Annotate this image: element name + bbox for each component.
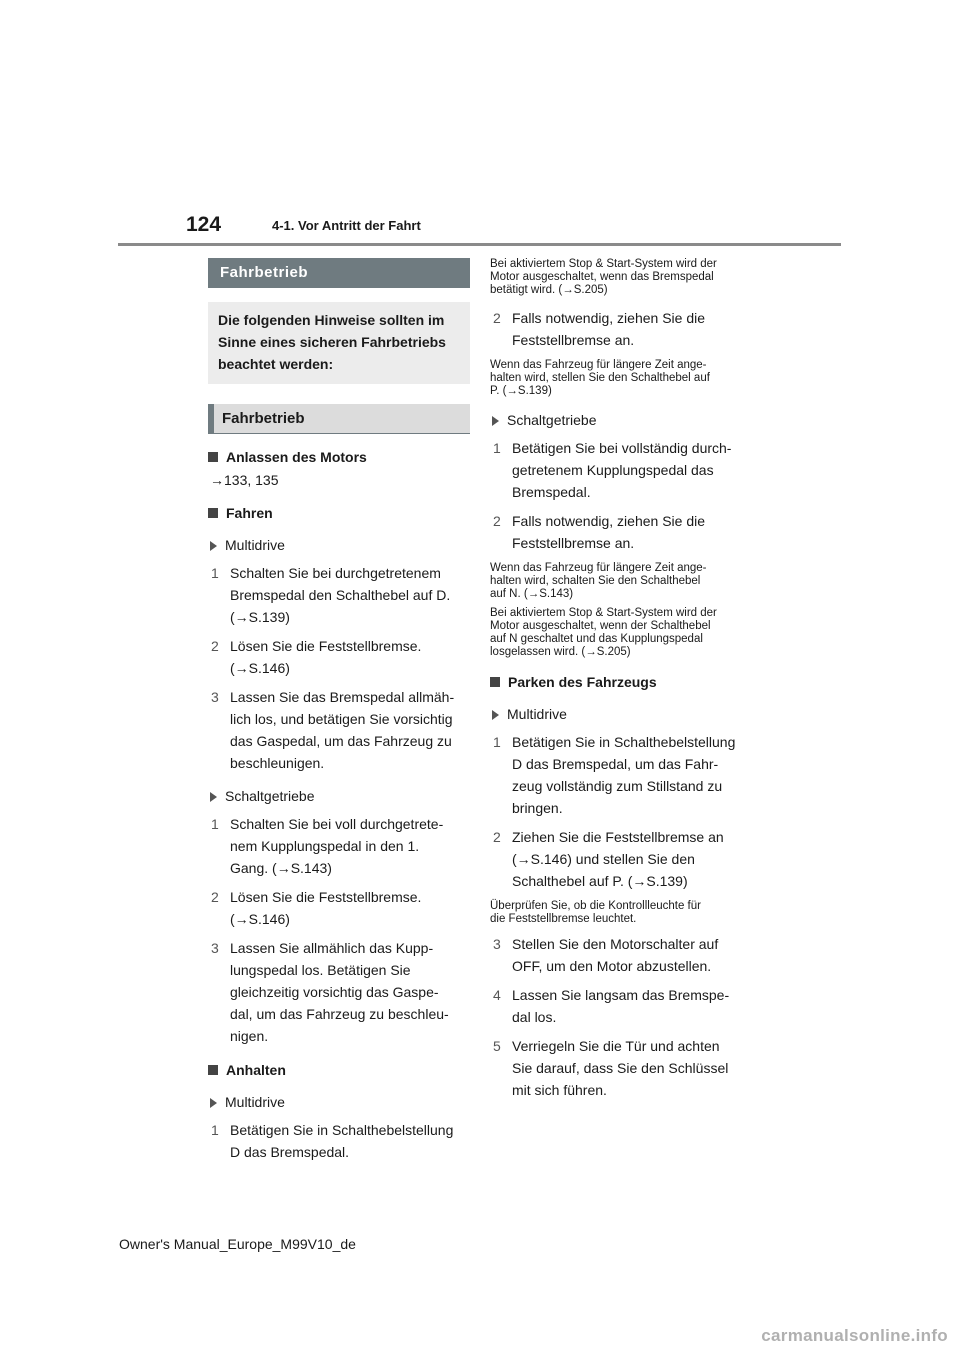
list-item xyxy=(208,686,470,774)
list-item xyxy=(490,510,752,554)
heading-stopping: Anhalten xyxy=(208,1060,470,1080)
step-text: Verriegeln Sie die Tür und achten Sie darauf, dass Sie den Schlüssel mit sich führen. xyxy=(512,1038,729,1098)
list-item xyxy=(208,1119,470,1163)
step-text: Lösen Sie die Feststellbremse. (→S.146) xyxy=(230,638,422,676)
list-item xyxy=(208,635,470,679)
list-item xyxy=(490,437,752,503)
list-item xyxy=(208,937,470,1047)
step-number: 3 xyxy=(211,940,219,956)
step-text: Betätigen Sie bei vollständig durch- getretenem Kupplungspedal das Bremspedal. xyxy=(512,440,732,500)
header-divider xyxy=(118,243,841,246)
step-number: 1 xyxy=(211,1122,219,1138)
heading-parking: Parken des Fahrzeugs xyxy=(490,672,752,692)
sub-banner: Fahrbetrieb xyxy=(208,404,470,434)
step-text: Betätigen Sie in Schalthebelstellung D das Bremspedal. xyxy=(230,1122,454,1160)
note-text: Wenn das Fahrzeug für längere Zeit ange- halten wird, stellen Sie den Schalthebel auf P. (→S.139) xyxy=(490,359,710,397)
heading-start-engine: Anlassen des Motors xyxy=(208,447,470,467)
list-item xyxy=(490,984,752,1028)
left-column xyxy=(208,258,470,1163)
step-text: Betätigen Sie in Schalthebelstellung D das Bremspedal, um das Fahr- zeug vollständig zum Stillstand zu bringen. xyxy=(512,734,736,816)
step-number: 2 xyxy=(493,310,501,326)
step-number: 3 xyxy=(211,689,219,705)
square-bullet-icon xyxy=(208,508,218,518)
transmission-label: Multidrive xyxy=(208,1092,470,1112)
step-number: 5 xyxy=(493,1038,501,1054)
note-text: Bei aktiviertem Stop & Start-System wird der Motor ausgeschaltet, wenn der Schalthebel auf N geschaltet und das Kupplungspedal losgelassen wird. (→S.205) xyxy=(490,607,717,658)
note-text: Bei aktiviertem Stop & Start-System wird der Motor ausgeschaltet, wenn das Bremspedal betätigt wird. (→S.205) xyxy=(490,258,717,296)
note-text: Wenn das Fahrzeug für längere Zeit ange- halten wird, schalten Sie den Schalthebel auf N. (→S.143) xyxy=(490,562,707,600)
step-number: 2 xyxy=(211,889,219,905)
transmission-label: Schaltgetriebe xyxy=(208,786,470,806)
watermark: carmanualsonline.info xyxy=(761,1326,948,1345)
step-number: 1 xyxy=(211,565,219,581)
step-number: 3 xyxy=(493,936,501,952)
transmission-label: Multidrive xyxy=(490,704,752,724)
step-text: Lassen Sie allmählich das Kupp- lungspedal los. Betätigen Sie gleichzeitig vorsichtig das Gaspe- dal, um das Fahrzeug zu beschleu- nigen. xyxy=(230,940,449,1044)
triangle-bullet-icon xyxy=(210,792,217,802)
step-text: Schalten Sie bei voll durchgetrete- nem Kupplungspedal in den 1. Gang. (→S.143) xyxy=(230,816,444,876)
heading-driving: Fahren xyxy=(208,503,470,523)
list-item xyxy=(208,562,470,628)
list-item xyxy=(490,826,752,892)
page-header xyxy=(0,0,960,250)
section-title: 4-1. Vor Antritt der Fahrt xyxy=(272,218,421,233)
right-column xyxy=(490,258,752,1101)
transmission-label: Multidrive xyxy=(208,535,470,555)
list-item xyxy=(490,731,752,819)
step-text: Falls notwendig, ziehen Sie die Feststellbremse an. xyxy=(512,310,706,348)
step-number: 2 xyxy=(493,829,501,845)
square-bullet-icon xyxy=(208,1065,218,1075)
list-item xyxy=(490,307,752,351)
list-item xyxy=(208,813,470,879)
triangle-bullet-icon xyxy=(492,416,499,426)
triangle-bullet-icon xyxy=(492,710,499,720)
step-text: Ziehen Sie die Feststellbremse an (→S.146) und stellen Sie den Schalthebel auf P. (→S.139) xyxy=(512,829,724,889)
step-text: Falls notwendig, ziehen Sie die Feststellbremse an. xyxy=(512,513,706,551)
page-footer: Owner's Manual_Europe_M99V10_de xyxy=(119,1236,356,1252)
step-number: 4 xyxy=(493,987,501,1003)
step-number: 1 xyxy=(211,816,219,832)
square-bullet-icon xyxy=(208,452,218,462)
step-number: 2 xyxy=(493,513,501,529)
intro-box: Die folgenden Hinweise sollten im Sinne eines sicheren Fahrbetriebs beachtet werden: xyxy=(208,302,470,384)
step-text: Schalten Sie bei durchgetretenem Bremspedal den Schalthebel auf D. (→S.139) xyxy=(230,565,451,625)
step-number: 1 xyxy=(493,734,501,750)
list-item xyxy=(490,1035,752,1101)
step-text: Lassen Sie langsam das Bremspe- dal los. xyxy=(512,987,730,1025)
chapter-banner: Fahrbetrieb xyxy=(208,258,470,288)
step-number: 1 xyxy=(493,440,501,456)
step-text: Lassen Sie das Bremspedal allmäh- lich los, und betätigen Sie vorsichtig das Gaspedal, um das Fahrzeug zu beschleunigen. xyxy=(230,689,455,771)
square-bullet-icon xyxy=(490,677,500,687)
step-number: 2 xyxy=(211,638,219,654)
triangle-bullet-icon xyxy=(210,541,217,551)
step-text: Stellen Sie den Motorschalter auf OFF, um den Motor abzustellen. xyxy=(512,936,719,974)
transmission-label: Schaltgetriebe xyxy=(490,410,752,430)
page-reference: →133, 135 xyxy=(210,472,279,488)
list-item xyxy=(208,886,470,930)
page-number: 124 xyxy=(186,213,222,236)
triangle-bullet-icon xyxy=(210,1098,217,1108)
list-item xyxy=(490,933,752,977)
note-text: Überprüfen Sie, ob die Kontrollleuchte für die Feststellbremse leuchtet. xyxy=(490,900,701,925)
step-text: Lösen Sie die Feststellbremse. (→S.146) xyxy=(230,889,422,927)
